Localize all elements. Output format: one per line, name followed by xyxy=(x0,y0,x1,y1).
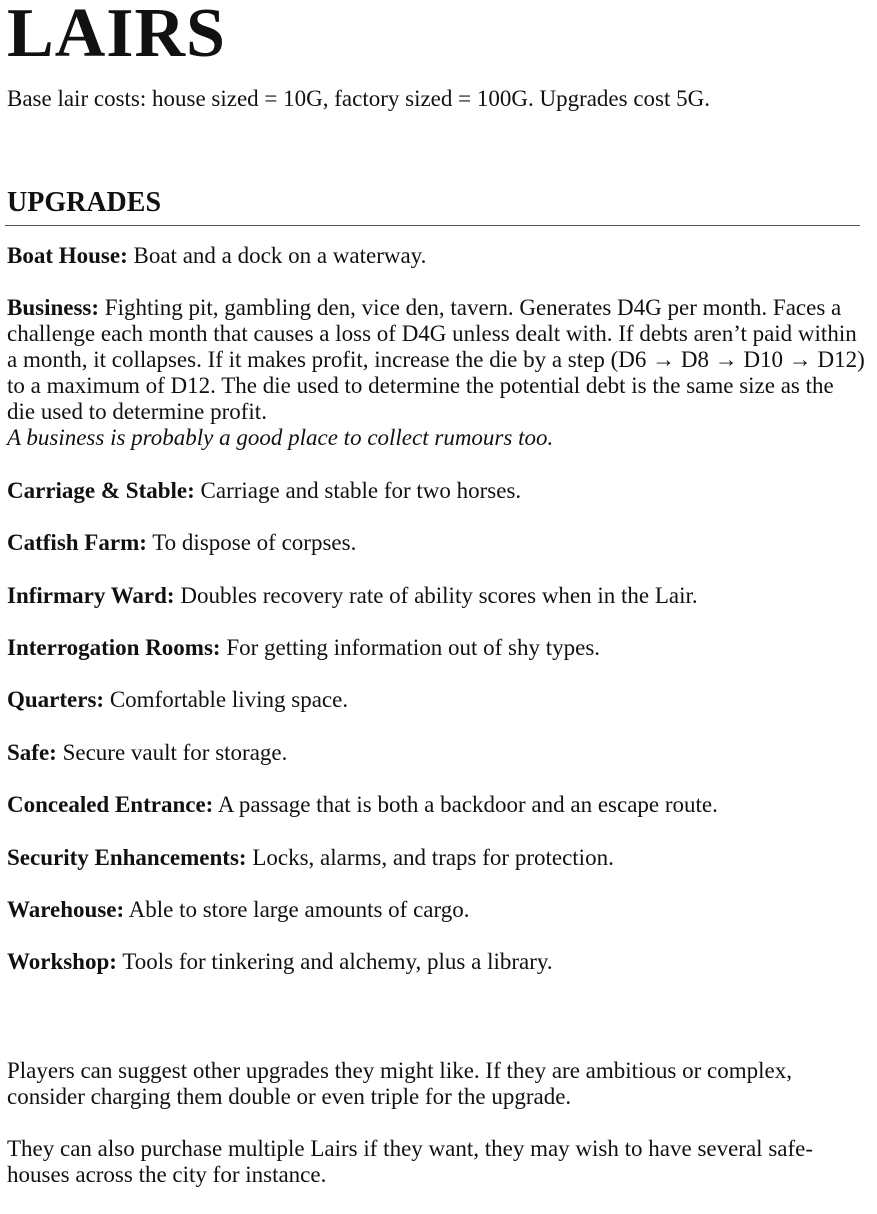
upgrade-name: Carriage & Stable: xyxy=(7,477,195,503)
upgrade-interrogation-rooms xyxy=(7,635,867,661)
upgrade-warehouse xyxy=(7,897,867,923)
upgrade-safe xyxy=(7,740,867,766)
base-costs-text: Base lair costs: house sized = 10G, factory sized = 100G. Upgrades cost 5G. xyxy=(7,86,711,111)
upgrade-name: Business: xyxy=(7,295,100,321)
note-custom-upgrades: Players can suggest other upgrades they might like. If they are ambitious or complex, consider charging them double or even triple for the upgrade. xyxy=(7,1058,792,1109)
upgrade-name: Catfish Farm: xyxy=(7,530,147,556)
upgrade-quarters xyxy=(7,687,867,713)
upgrade-name: Security Enhancements: xyxy=(7,844,247,870)
upgrade-desc: A passage that is both a backdoor and an escape route. xyxy=(217,792,718,818)
heading-rule-divider xyxy=(5,225,860,226)
upgrade-security-enhancements xyxy=(7,845,867,871)
upgrade-desc: Boat and a dock on a waterway. xyxy=(133,243,427,268)
upgrade-concealed-entrance xyxy=(7,792,867,818)
upgrade-name: Concealed Entrance: xyxy=(7,792,214,818)
page-title: LAIRS xyxy=(7,0,226,72)
upgrade-desc: Doubles recovery rate of ability scores when in the Lair. xyxy=(180,582,698,608)
upgrade-desc: Secure vault for storage. xyxy=(62,739,288,765)
upgrade-desc: Carriage and stable for two horses. xyxy=(200,477,522,503)
upgrade-desc: Locks, alarms, and traps for protection. xyxy=(252,844,614,870)
upgrade-name: Safe: xyxy=(7,739,57,765)
upgrades-list xyxy=(7,243,867,1002)
upgrade-infirmary-ward xyxy=(7,583,867,609)
closing-notes xyxy=(7,1058,867,1214)
upgrade-note: A business is probably a good place to collect rumours too. xyxy=(7,425,554,451)
upgrade-name: Infirmary Ward: xyxy=(7,582,175,608)
upgrade-desc: Fighting pit, gambling den, vice den, tavern. Generates D4G per month. Faces a challenge each month that causes a loss of D4G unless dealt with. If debts aren’t paid within a month, it collapses. If it makes profit, increase the die by a step (D6 → D8 → D10 → D12) to a maximum of D12. The die used to determine the potential debt is the same size as the die used to determine profit. xyxy=(7,295,865,425)
upgrade-desc: To dispose of corpses. xyxy=(152,530,357,556)
upgrade-business xyxy=(7,295,867,451)
upgrade-desc: For getting information out of shy types. xyxy=(226,634,601,660)
upgrade-catfish-farm xyxy=(7,530,867,556)
note-multiple-lairs: They can also purchase multiple Lairs if they want, they may wish to have several safe-houses across the city for instance. xyxy=(7,1136,813,1187)
upgrade-name: Warehouse: xyxy=(7,896,125,922)
upgrade-boat-house xyxy=(7,243,867,269)
upgrade-workshop xyxy=(7,949,867,975)
upgrade-name: Workshop: xyxy=(7,949,117,975)
upgrade-carriage-stable xyxy=(7,478,867,504)
upgrades-heading: UPGRADES xyxy=(7,187,162,218)
upgrade-name: Boat House: xyxy=(7,243,128,268)
upgrade-desc: Comfortable living space. xyxy=(109,687,349,713)
upgrade-name: Interrogation Rooms: xyxy=(7,634,221,660)
upgrade-desc: Tools for tinkering and alchemy, plus a library. xyxy=(122,949,553,975)
upgrade-desc: Able to store large amounts of cargo. xyxy=(128,896,470,922)
upgrade-name: Quarters: xyxy=(7,687,105,713)
